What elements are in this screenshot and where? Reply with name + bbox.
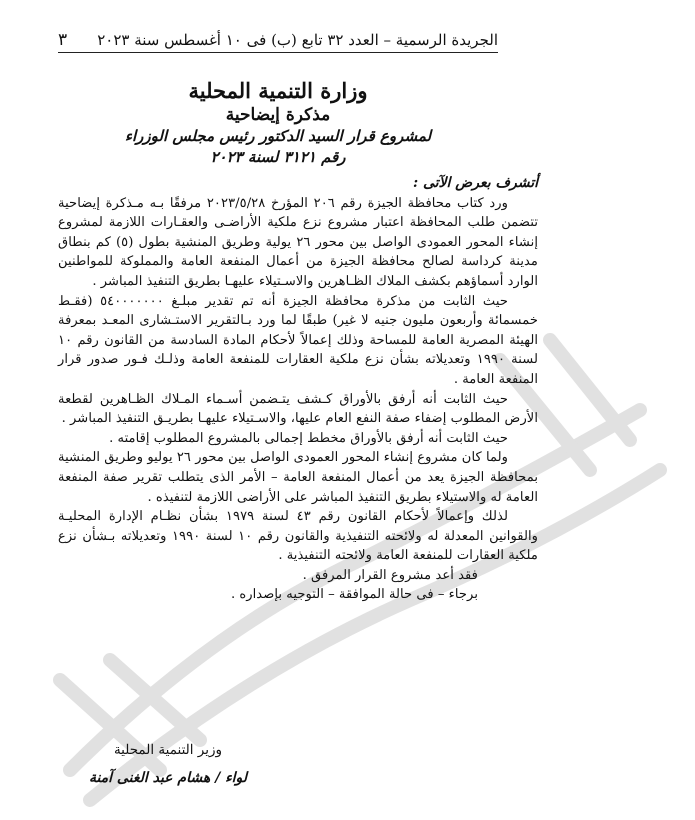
greeting: أتشرف بعرض الآتى :	[412, 175, 538, 191]
paragraph: حيث الثابت من مذكرة محافظة الجيزة أنه تم تقدير مبلـغ ٥٤٠٠٠٠٠٠٠ (فقـط خمسمائة وأربعون مليون جنيه لا غير) طبقًا لما ورد بـالتقرير الاستـشارى المعـد بمعرفة الهيئة المصرية العامة للمساحة وذلك إعمالاً لأحكام المادة السادسة من القانون رقم ١٠ لسنة ١٩٩٠ وتعديلاته بشأن نزع ملكية العقارات للمنفعة العامة وذلـك فـور صدور قرار المنفعة العامة .	[58, 293, 538, 387]
paragraph: لذلك وإعمالاً لأحكام القانون رقم ٤٣ لسنة ١٩٧٩ بشأن نظـام الإدارة المحليـة والقوانين المعدلة له ولائحته التنفيذية والقانون رقم ١٠ لسنة ١٩٩٠ وتعديلاته بـشأن نزع ملكية العقارات للمنفعة العامة ولائحته التنفيذية .	[58, 509, 538, 564]
paragraph: حيث الثابت أنه أرفق بالأوراق كـشف يتـضمن أسـماء المـلاك الظـاهرين لقطعة الأرض المطلوب إضفاء صفة النفع العام عليها، والاسـتيلاء عليهـا بطريـق التنفيذ المباشر .	[58, 391, 538, 427]
paragraph: فقد أعد مشروع القرار المرفق .	[302, 567, 478, 583]
paragraph: ورد كتاب محافظة الجيزة رقم ٢٠٦ المؤرخ ٢٠٢٣/٥/٢٨ مرفقًا بـه مـذكرة إيضاحية تتضمن طلب المحافظة اعتبار مشروع نزع ملكية الأراضـى والعقـارات اللازمة لمشروع إنشاء المحور العمودى الواصل بين محور ٢٦ يولية وطريق المنشية بطول (٥) كم بنطاق مدينة كرداسة لصالح محافظة الجيزة من أعمال المنفعة العامة والمملوكة للمواطنين الوارد أسماؤهم بكشف الملاك الظـاهرين والاسـتيلاء عليهـا بطريق التنفيذ المباشر .	[58, 195, 538, 289]
memo-title: مذكرة إيضاحية	[225, 105, 331, 125]
header-text: الجريدة الرسمية – العدد ٣٢ تابع (ب) فى ١٠ أغسطس سنة ٢٠٢٣	[97, 31, 498, 49]
paragraph: ولما كان مشروع إنشاء المحور العمودى الواصل بين محور ٢٦ يوليو وطريق المنشية بمحافظة الجيزة يعد من أعمال المنفعة العامة – الأمر الذى يتطلب تقرير صفة المنفعة العامة له والاستيلاء بطريق التنفيذ المباشر على الأراضى اللازمة لتنفيذه .	[58, 450, 538, 505]
subject-title: لمشروع قرار السيد الدكتور رئيس مجلس الوزراء	[124, 127, 432, 145]
signer-name: لواء / هشام عبد الغنى آمنة	[88, 770, 248, 786]
ministry-title: وزارة التنمية المحلية	[188, 78, 368, 103]
memo-body	[58, 174, 538, 605]
decree-number: رقم ٣١٢١ لسنة ٢٠٢٣	[210, 148, 346, 166]
signature-block	[58, 740, 278, 788]
signer-title: وزير التنمية المحلية	[113, 742, 223, 758]
page-number: ٣	[58, 30, 68, 50]
header-divider	[58, 52, 498, 53]
paragraph: برجاء – فى حالة الموافقة – التوجيه بإصداره .	[230, 587, 478, 603]
gazette-header	[58, 30, 498, 50]
document-titles	[58, 78, 498, 168]
paragraph: حيث الثابت أنه أرفق بالأوراق مخطط إجمالى بالمشروع المطلوب إقامته .	[109, 430, 508, 446]
